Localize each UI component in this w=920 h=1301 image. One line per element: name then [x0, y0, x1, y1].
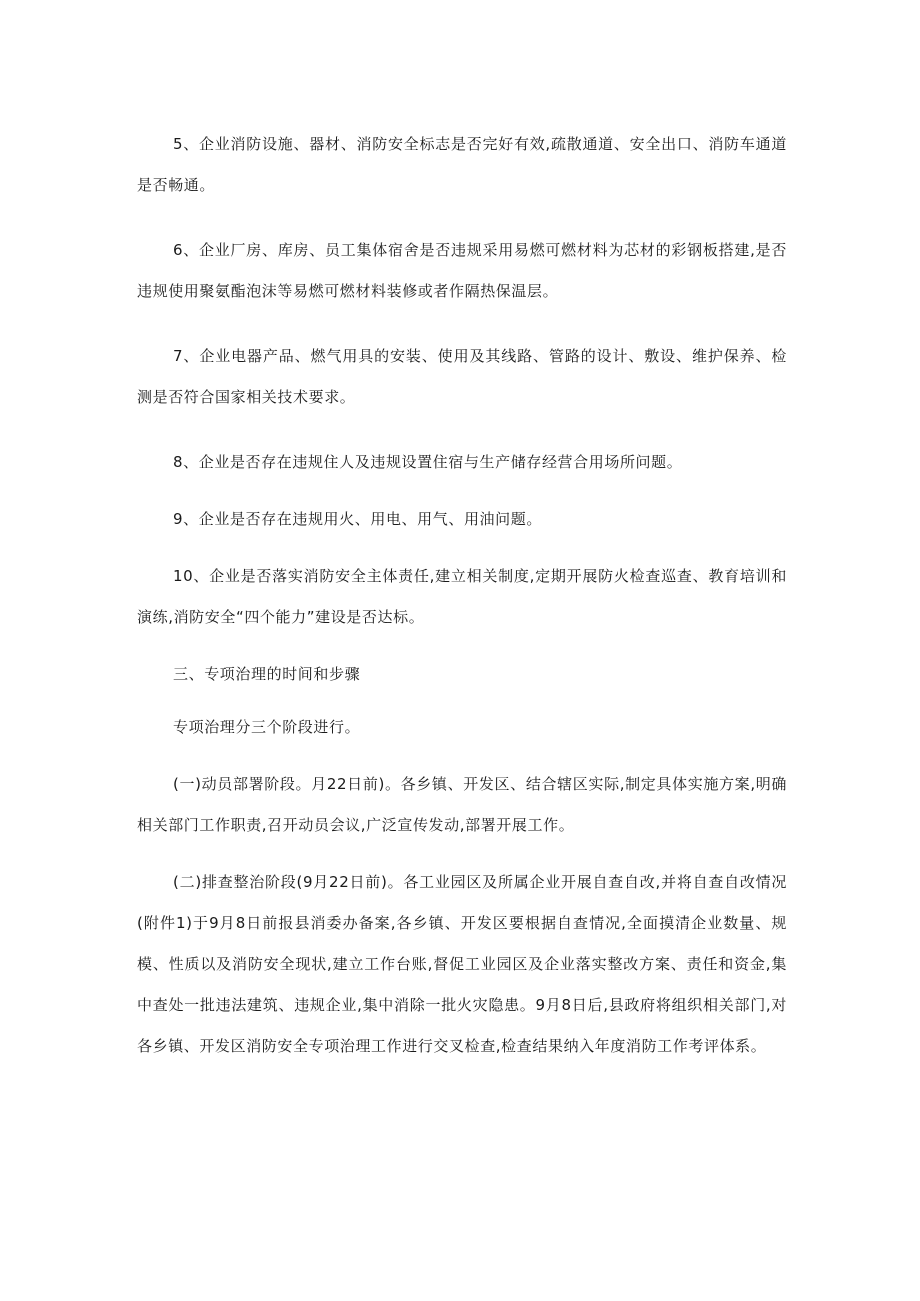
paragraph-stage-2: (二)排查整治阶段(9月22日前)。各工业园区及所属企业开展自查自改,并将自查自改情况(附件1)于9月8日前报县消委办备案,各乡镇、开发区要根据自查情况,全面摸清企业数量、规模、性质以及消防安全现状,建立工作台账,督促工业园区及企业落实整改方案、责任和资金,集中查处一批违法建筑、违规企业,集中消除一批火灾隐患。9月8日后,县政府将组织相关部门,对各乡镇、开发区消防安全专项治理工作进行交叉检查,检查结果纳入年度消防工作考评体系。 — [137, 873, 787, 1055]
paragraph-item-10: 10、企业是否落实消防安全主体责任,建立相关制度,定期开展防火检查巡查、教育培训和演练,消防安全“四个能力”建设是否达标。 — [137, 567, 787, 626]
paragraph-item-7: 7、企业电器产品、燃气用具的安装、使用及其线路、管路的设计、敷设、维护保养、检测是否符合国家相关技术要求。 — [137, 347, 787, 406]
paragraph-stage-1: (一)动员部署阶段。月22日前)。各乡镇、开发区、结合辖区实际,制定具体实施方案,明确相关部门工作职责,召开动员会议,广泛宣传发动,部署开展工作。 — [137, 775, 787, 834]
paragraph-item-8: 8、企业是否存在违规住人及违规设置住宿与生产储存经营合用场所问题。 — [173, 453, 683, 471]
paragraph-item-9: 9、企业是否存在违规用火、用电、用气、用油问题。 — [173, 510, 542, 528]
paragraph-item-6: 6、企业厂房、库房、员工集体宿舍是否违规采用易燃可燃材料为芯材的彩钢板搭建,是否违规使用聚氨酯泡沫等易燃可燃材料装修或者作隔热保温层。 — [137, 241, 787, 300]
document-body — [137, 124, 787, 1067]
paragraph-item-5: 5、企业消防设施、器材、消防安全标志是否完好有效,疏散通道、安全出口、消防车通道是否畅通。 — [137, 135, 787, 194]
paragraph-stage-overview: 专项治理分三个阶段进行。 — [173, 718, 361, 736]
section-heading-3: 三、专项治理的时间和步骤 — [173, 665, 361, 683]
